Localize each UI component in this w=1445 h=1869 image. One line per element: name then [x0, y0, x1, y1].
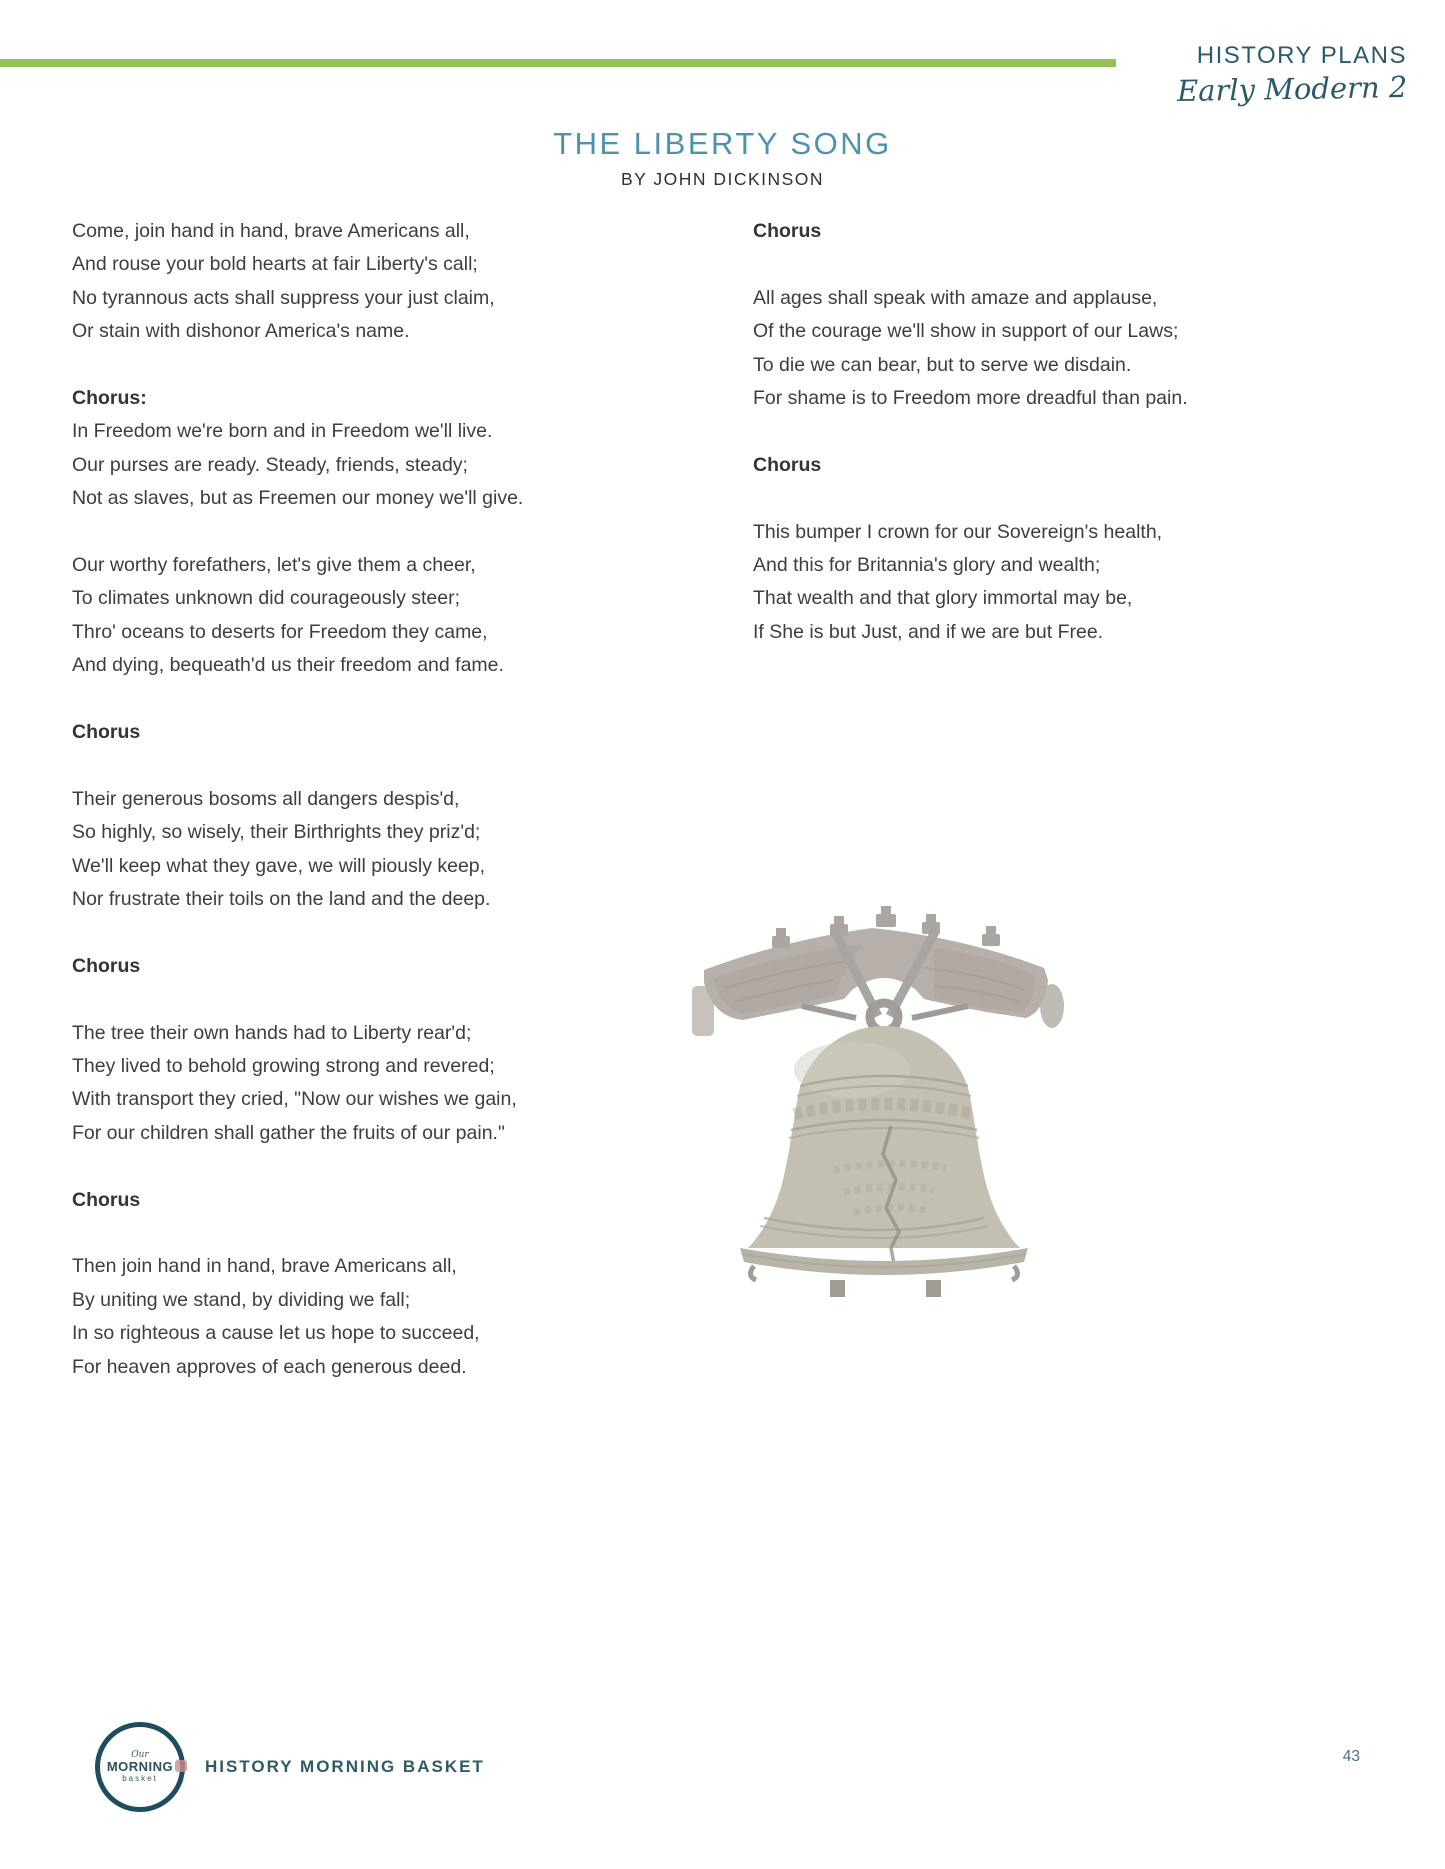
lyric-line: For our children shall gather the fruits of our pain.": [72, 1121, 505, 1144]
stanza: [72, 783, 662, 917]
chorus-label-block: [72, 1184, 662, 1217]
chorus-label-block: [753, 449, 1313, 482]
stanza: [753, 516, 1313, 650]
logo-text-bottom: basket: [122, 1773, 158, 1783]
chorus-label: Chorus: [72, 721, 141, 744]
chorus-label: Chorus:: [72, 387, 147, 410]
lyric-line: Their generous bosoms all dangers despis'd,: [72, 787, 460, 810]
accent-rule: [0, 59, 1116, 67]
lyric-line: They lived to behold growing strong and revered;: [72, 1055, 495, 1078]
lyric-line: To die we can bear, but to serve we disdain.: [753, 353, 1132, 376]
lyric-line: Our worthy forefathers, let's give them a cheer,: [72, 554, 476, 577]
lyric-line: And rouse your bold hearts at fair Liberty's call;: [72, 253, 478, 276]
stanza: [72, 1017, 662, 1151]
lyric-line: Come, join hand in hand, brave Americans all,: [72, 220, 470, 242]
page-number: 43: [1342, 1748, 1360, 1765]
chorus-label-block: [72, 716, 662, 749]
lyric-line: All ages shall speak with amaze and applause,: [753, 286, 1158, 309]
lyric-line: In so righteous a cause let us hope to succeed,: [72, 1322, 480, 1345]
logo-text-main: [107, 1760, 173, 1774]
basket-icon: [175, 1760, 187, 1772]
lyrics-column-right: [753, 215, 1313, 683]
lyric-line: By uniting we stand, by dividing we fall;: [72, 1288, 411, 1311]
chorus-label: Chorus: [72, 1188, 141, 1211]
lyric-line: For shame is to Freedom more dreadful than pain.: [753, 387, 1188, 410]
stanza: [72, 215, 662, 349]
footer-brand-text: HISTORY MORNING BASKET: [205, 1757, 485, 1776]
chorus-label-block: [72, 950, 662, 983]
lyric-line: For heaven approves of each generous deed.: [72, 1355, 467, 1378]
lyric-line: This bumper I crown for our Sovereign's health,: [753, 520, 1163, 543]
brand-logo: [95, 1722, 185, 1812]
liberty-bell-icon: [683, 818, 1065, 1304]
lyric-line: That wealth and that glory immortal may be,: [753, 587, 1133, 610]
lyric-line: Then join hand in hand, brave Americans all,: [72, 1255, 457, 1278]
series-subtitle: Early Modern 2: [1176, 69, 1408, 109]
lyric-line: So highly, so wisely, their Birthrights they priz'd;: [72, 821, 481, 844]
lyrics-column-left: [72, 215, 662, 1417]
lyric-line: Not as slaves, but as Freemen our money we'll give.: [72, 487, 524, 510]
lyric-line: No tyrannous acts shall suppress your just claim,: [72, 286, 495, 309]
stanza: [72, 1250, 662, 1384]
liberty-bell-illustration: [683, 818, 1065, 1304]
lyric-line: To climates unknown did courageously steer;: [72, 587, 461, 610]
lyric-line: In Freedom we're born and in Freedom we'll live.: [72, 420, 493, 443]
lyric-line: And dying, bequeath'd us their freedom and fame.: [72, 654, 504, 677]
lyric-line: Our purses are ready. Steady, friends, steady;: [72, 453, 468, 476]
lyric-line: Nor frustrate their toils on the land and the deep.: [72, 888, 491, 911]
chorus-label: Chorus: [72, 954, 141, 977]
byline: BY JOHN DICKINSON: [620, 169, 825, 189]
page-title: THE LIBERTY SONG: [553, 126, 892, 161]
lyric-line: The tree their own hands had to Liberty rear'd;: [72, 1021, 472, 1044]
stanza: [753, 282, 1313, 416]
lyric-line: With transport they cried, "Now our wishes we gain,: [72, 1088, 517, 1111]
lyric-line: We'll keep what they gave, we will piously keep,: [72, 854, 486, 877]
chorus-label: Chorus: [753, 453, 822, 476]
chorus-label-block: [753, 215, 1313, 248]
chorus-stanza: [72, 382, 662, 516]
lyric-line: Of the courage we'll show in support of our Laws;: [753, 320, 1179, 343]
lyric-line: If She is but Just, and if we are but Free.: [753, 620, 1104, 643]
logo-text-morning: MORNING: [106, 1758, 174, 1774]
stanza: [72, 549, 662, 683]
lyric-line: Or stain with dishonor America's name.: [72, 320, 410, 343]
lyric-line: And this for Britannia's glory and wealth;: [753, 554, 1101, 577]
series-title: HISTORY PLANS: [1196, 42, 1407, 69]
chorus-label: Chorus: [753, 220, 822, 242]
lyric-line: Thro' oceans to deserts for Freedom they came,: [72, 620, 488, 643]
logo-text-top: Our: [131, 1749, 149, 1760]
